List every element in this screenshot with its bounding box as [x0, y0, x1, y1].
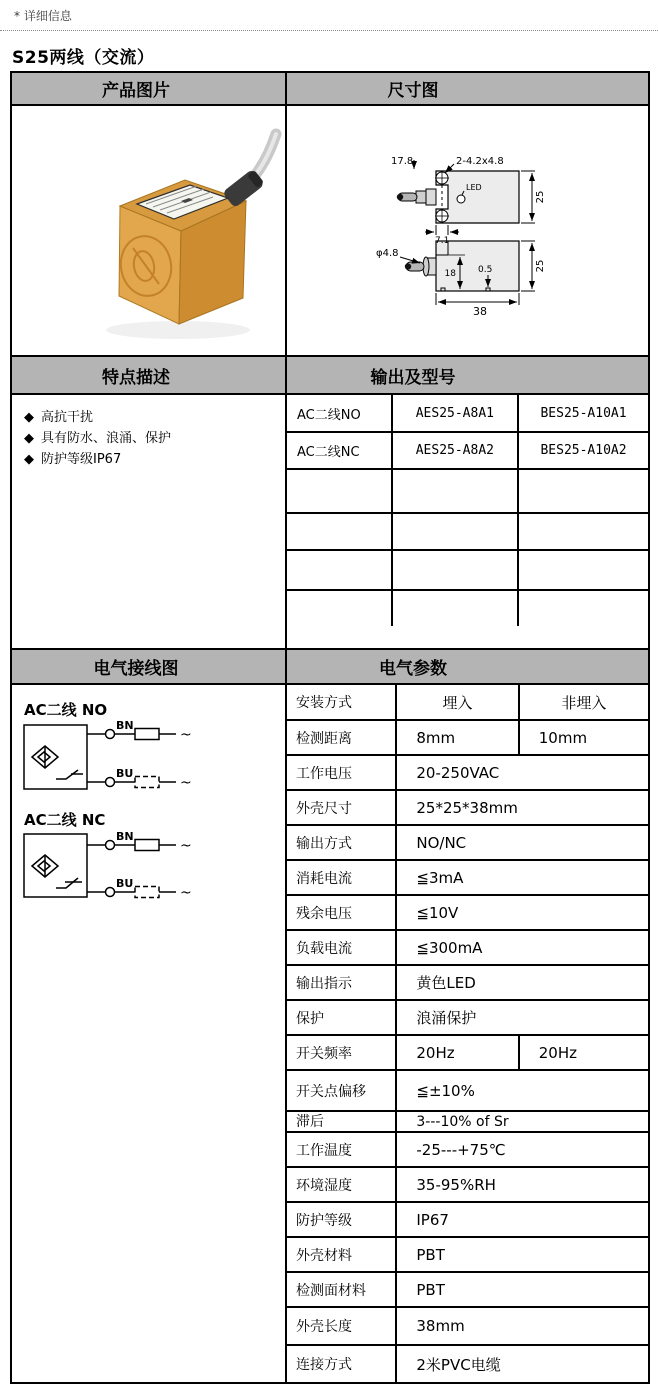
param-value: 黄色LED — [396, 965, 648, 1000]
param-value: 35-95%RH — [396, 1167, 648, 1202]
param-label: 残余电压 — [287, 895, 396, 930]
param-label: 外壳尺寸 — [287, 790, 396, 825]
param-value: 38mm — [396, 1307, 648, 1345]
output-type: AC二线NO — [287, 395, 392, 432]
param-value: ≦±10% — [396, 1070, 648, 1111]
param-row — [287, 720, 648, 755]
section-header-row-3 — [11, 649, 649, 684]
table-row-empty — [287, 590, 648, 626]
ac-symbol: ~ — [180, 838, 192, 854]
param-label: 防护等级 — [287, 1202, 396, 1237]
features-cell — [11, 394, 286, 649]
param-row — [287, 825, 648, 860]
output-model-cell — [286, 394, 649, 649]
product-photo-cell — [11, 105, 286, 356]
proximity-sensor-symbol — [32, 855, 58, 877]
header-params: 电气参数 — [286, 649, 649, 684]
dim-gap: 0.5 — [478, 265, 493, 275]
param-row — [287, 930, 648, 965]
image-row — [11, 105, 649, 356]
wire-bn-label: BN — [116, 830, 134, 843]
feature-text: 高抗干扰 — [41, 410, 94, 425]
model-number: AES25-A8A2 — [392, 432, 518, 469]
param-row — [287, 685, 648, 720]
param-value: NO/NC — [396, 825, 648, 860]
table-row-empty — [287, 550, 648, 590]
dimension-drawing — [288, 106, 647, 351]
feature-text: 防护等级IP67 — [41, 451, 122, 467]
feature-item — [24, 408, 279, 429]
param-value: PBT — [396, 1237, 648, 1272]
param-label: 输出方式 — [287, 825, 396, 860]
wiring-no-title: AC二线 NO — [24, 701, 108, 719]
bullet-icon: ◆ — [24, 410, 34, 425]
param-value: ≦300mA — [396, 930, 648, 965]
param-row — [287, 1111, 648, 1132]
param-value: 20-250VAC — [396, 755, 648, 790]
params-table — [287, 685, 648, 1382]
table-row-empty — [287, 469, 648, 513]
dim-head-len: 18 — [444, 269, 456, 279]
wiring-no-circuit — [24, 725, 176, 789]
header-output-model: 输出及型号 — [286, 356, 649, 394]
param-value: 25*25*38mm — [396, 790, 648, 825]
param-row — [287, 1345, 648, 1382]
param-label: 消耗电流 — [287, 860, 396, 895]
param-row — [287, 1132, 648, 1167]
param-value: -25---+75℃ — [396, 1132, 648, 1167]
dim-led-label: LED — [466, 183, 482, 192]
param-label: 负载电流 — [287, 930, 396, 965]
param-row — [287, 1202, 648, 1237]
dim-cable-dia: φ4.8 — [376, 248, 399, 259]
proximity-sensor-symbol — [32, 746, 58, 768]
page-title: S25两线（交流） — [12, 48, 155, 68]
dim-height-top: 25 — [535, 190, 546, 204]
bullet-icon: ◆ — [24, 451, 34, 467]
param-label: 连接方式 — [287, 1345, 396, 1382]
dim-hole-pitch: 7.1 — [435, 236, 450, 246]
param-value: 8mm — [396, 720, 518, 755]
dim-hole-note: 2-4.2x4.8 — [456, 156, 504, 167]
param-value: 浪涌保护 — [396, 1000, 648, 1035]
param-label: 输出指示 — [287, 965, 396, 1000]
param-label: 开关点偏移 — [287, 1070, 396, 1111]
param-value: ≦10V — [396, 895, 648, 930]
ac-symbol: ~ — [180, 885, 192, 901]
param-label: 开关频率 — [287, 1035, 396, 1070]
ac-symbol: ~ — [180, 775, 192, 791]
param-value: 非埋入 — [519, 685, 648, 720]
product-photo-image — [13, 106, 284, 351]
section-header-row-2 — [11, 356, 649, 394]
table-row-empty — [287, 513, 648, 550]
dim-height-bottom: 25 — [535, 259, 546, 273]
param-label: 检测面材料 — [287, 1272, 396, 1307]
feature-item — [24, 450, 279, 471]
section-header-row-1 — [11, 72, 649, 105]
wiring-diagram — [12, 685, 283, 1378]
features-output-row — [11, 394, 649, 649]
header-product-image: 产品图片 — [11, 72, 286, 105]
wiring-params-row — [11, 684, 649, 1383]
param-value: 埋入 — [396, 685, 518, 720]
bullet-icon: ◆ — [24, 430, 34, 446]
feature-item — [24, 429, 279, 450]
param-row — [287, 790, 648, 825]
dim-length: 38 — [473, 305, 487, 318]
output-model-table — [287, 395, 648, 626]
param-value: 2米PVC电缆 — [396, 1345, 648, 1382]
header-features: 特点描述 — [11, 356, 286, 394]
wire-bn-label: BN — [116, 719, 134, 732]
model-number: BES25-A10A2 — [518, 432, 648, 469]
param-value: 20Hz — [396, 1035, 518, 1070]
model-number: BES25-A10A1 — [518, 395, 648, 432]
note-bar — [0, 0, 658, 31]
param-label: 保护 — [287, 1000, 396, 1035]
param-row — [287, 965, 648, 1000]
wiring-nc-title: AC二线 NC — [24, 811, 106, 829]
param-label: 安装方式 — [287, 685, 396, 720]
nc-contact-symbol — [56, 878, 78, 888]
wire-bu-label: BU — [116, 877, 134, 890]
ac-symbol: ~ — [180, 727, 192, 743]
dimension-cell — [286, 105, 649, 356]
table-row — [287, 432, 648, 469]
param-label: 外壳材料 — [287, 1237, 396, 1272]
param-label: 工作温度 — [287, 1132, 396, 1167]
param-row — [287, 860, 648, 895]
param-row — [287, 1167, 648, 1202]
header-dimension: 尺寸图 — [286, 72, 649, 105]
param-row — [287, 755, 648, 790]
param-label: 滞后 — [287, 1111, 396, 1132]
param-value: 3---10% of Sr — [396, 1111, 648, 1132]
param-row — [287, 1272, 648, 1307]
param-value: IP67 — [396, 1202, 648, 1237]
param-label: 工作电压 — [287, 755, 396, 790]
param-label: 检测距离 — [287, 720, 396, 755]
note-text: * 详细信息 — [14, 9, 72, 23]
wiring-nc-circuit — [24, 834, 176, 898]
output-type: AC二线NC — [287, 432, 392, 469]
param-label: 环境湿度 — [287, 1167, 396, 1202]
dim-edge-offset: 17.8 — [391, 156, 414, 167]
param-value: ≦3mA — [396, 860, 648, 895]
param-row — [287, 1307, 648, 1345]
params-cell — [286, 684, 649, 1383]
param-row — [287, 1070, 648, 1111]
spec-sheet — [0, 31, 658, 1384]
feature-text: 具有防水、浪涌、保护 — [41, 430, 172, 446]
param-row — [287, 1000, 648, 1035]
wire-bu-label: BU — [116, 767, 134, 780]
param-value: 10mm — [519, 720, 648, 755]
cable-top-view — [397, 189, 436, 205]
wiring-cell — [11, 684, 286, 1383]
param-label: 外壳长度 — [287, 1307, 396, 1345]
header-wiring: 电气接线图 — [11, 649, 286, 684]
led-hole — [457, 195, 465, 203]
table-row — [287, 395, 648, 432]
param-row — [287, 895, 648, 930]
param-row — [287, 1035, 648, 1070]
model-number: AES25-A8A1 — [392, 395, 518, 432]
spec-table — [10, 71, 650, 1384]
param-value: PBT — [396, 1272, 648, 1307]
param-row — [287, 1237, 648, 1272]
param-value: 20Hz — [519, 1035, 648, 1070]
